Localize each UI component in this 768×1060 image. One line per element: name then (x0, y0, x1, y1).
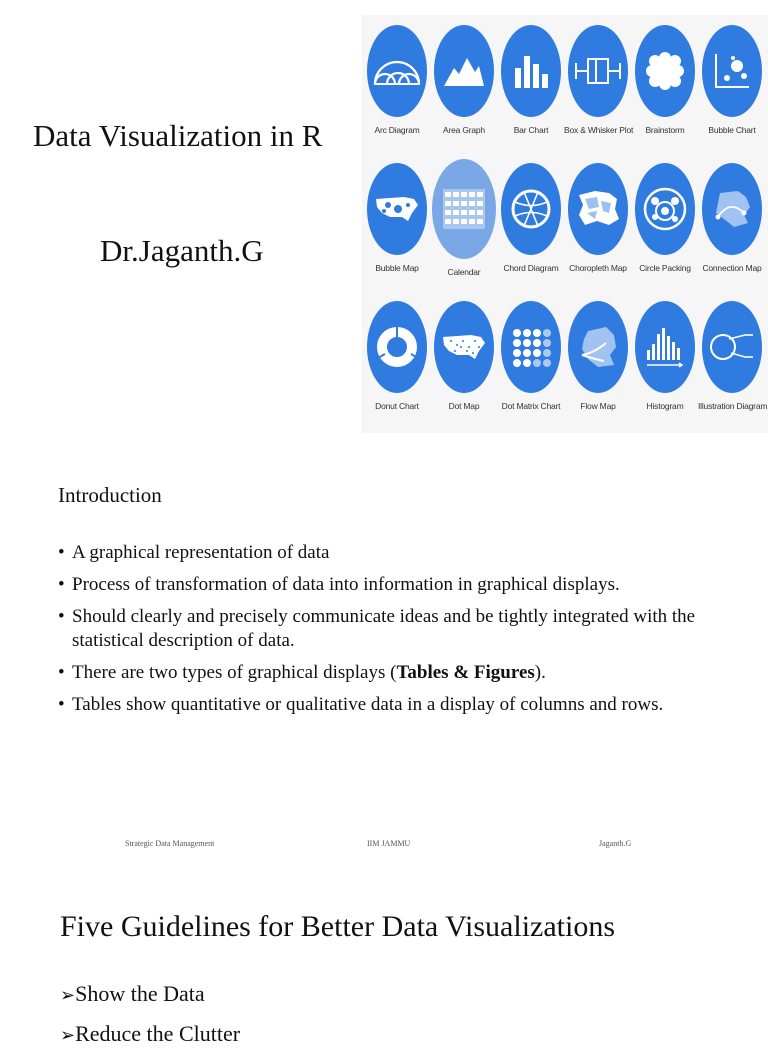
gallery-item-chord-diagram: Chord Diagram (497, 163, 565, 273)
list-item: • Tables show quantitative or qualitative data in a display of columns and rows. (58, 693, 718, 717)
bar-chart-icon (501, 25, 561, 117)
bubble-map-icon (367, 163, 427, 255)
connection-map-icon (702, 163, 762, 255)
gallery-item-circle-packing: Circle Packing (631, 163, 699, 273)
list-item: • A graphical representation of data (58, 541, 718, 565)
arrow-bullet-icon: ➢ (60, 985, 76, 1006)
gallery-item-illustration-diagram: Illustration Diagram (698, 301, 766, 411)
chart-type-gallery (362, 15, 768, 433)
gallery-item-calendar: Calendar (430, 159, 498, 277)
gallery-item-arc-diagram: Arc Diagram (363, 25, 431, 135)
slide-title: Introduction (58, 483, 162, 507)
gallery-item-choropleth-map: Choropleth Map (564, 163, 632, 273)
emphasis-text: Tables & Figures (396, 662, 535, 683)
gallery-item-box-whisker: Box & Whisker Plot (564, 25, 632, 135)
introduction-slide (0, 455, 768, 860)
presentation-title: Data Visualization in R (33, 118, 323, 153)
dot-matrix-icon (501, 301, 561, 393)
guidelines-slide (0, 880, 768, 1046)
gallery-item-bubble-map: Bubble Map (363, 163, 431, 273)
bullet-list (58, 541, 718, 725)
list-item: • There are two types of graphical displays (Tables & Figures). (58, 661, 718, 685)
choropleth-map-icon (568, 163, 628, 255)
brainstorm-icon (635, 25, 695, 117)
gallery-item-histogram: Histogram (631, 301, 699, 411)
gallery-item-donut-chart: Donut Chart (363, 301, 431, 411)
calendar-icon (432, 159, 496, 259)
footer-author: Jaganth.G (599, 839, 632, 848)
gallery-item-flow-map: Flow Map (564, 301, 632, 411)
slide-title: Five Guidelines for Better Data Visualizations (60, 910, 616, 943)
list-item: ➢Show the Data (60, 981, 205, 1006)
list-item: ➢Reduce the Clutter (60, 1021, 241, 1046)
chord-diagram-icon (501, 163, 561, 255)
area-graph-icon (434, 25, 494, 117)
box-whisker-icon (568, 25, 628, 117)
arrow-bullet-icon: ➢ (60, 1025, 76, 1046)
gallery-item-brainstorm: Brainstorm (631, 25, 699, 135)
footer-course: Strategic Data Management (125, 839, 215, 848)
histogram-icon (635, 301, 695, 393)
gallery-item-area-graph: Area Graph (430, 25, 498, 135)
author-name: Dr.Jaganth.G (100, 233, 264, 268)
flow-map-icon (568, 301, 628, 393)
arc-diagram-icon (367, 25, 427, 117)
list-item: • Should clearly and precisely communicate ideas and be tightly integrated with the statistical description of data. (58, 605, 718, 653)
footer-institute: IIM JAMMU (367, 839, 411, 848)
gallery-item-connection-map: Connection Map (698, 163, 766, 273)
gallery-item-dot-map: Dot Map (430, 301, 498, 411)
illustration-diagram-icon (702, 301, 762, 393)
bubble-chart-icon (702, 25, 762, 117)
list-item: • Process of transformation of data into information in graphical displays. (58, 573, 718, 597)
gallery-item-dot-matrix: Dot Matrix Chart (497, 301, 565, 411)
circle-packing-icon (635, 163, 695, 255)
gallery-item-bubble-chart: Bubble Chart (698, 25, 766, 135)
gallery-item-bar-chart: Bar Chart (497, 25, 565, 135)
donut-chart-icon (367, 301, 427, 393)
guideline-list (60, 980, 240, 1060)
title-slide (0, 0, 768, 440)
dot-map-icon (434, 301, 494, 393)
